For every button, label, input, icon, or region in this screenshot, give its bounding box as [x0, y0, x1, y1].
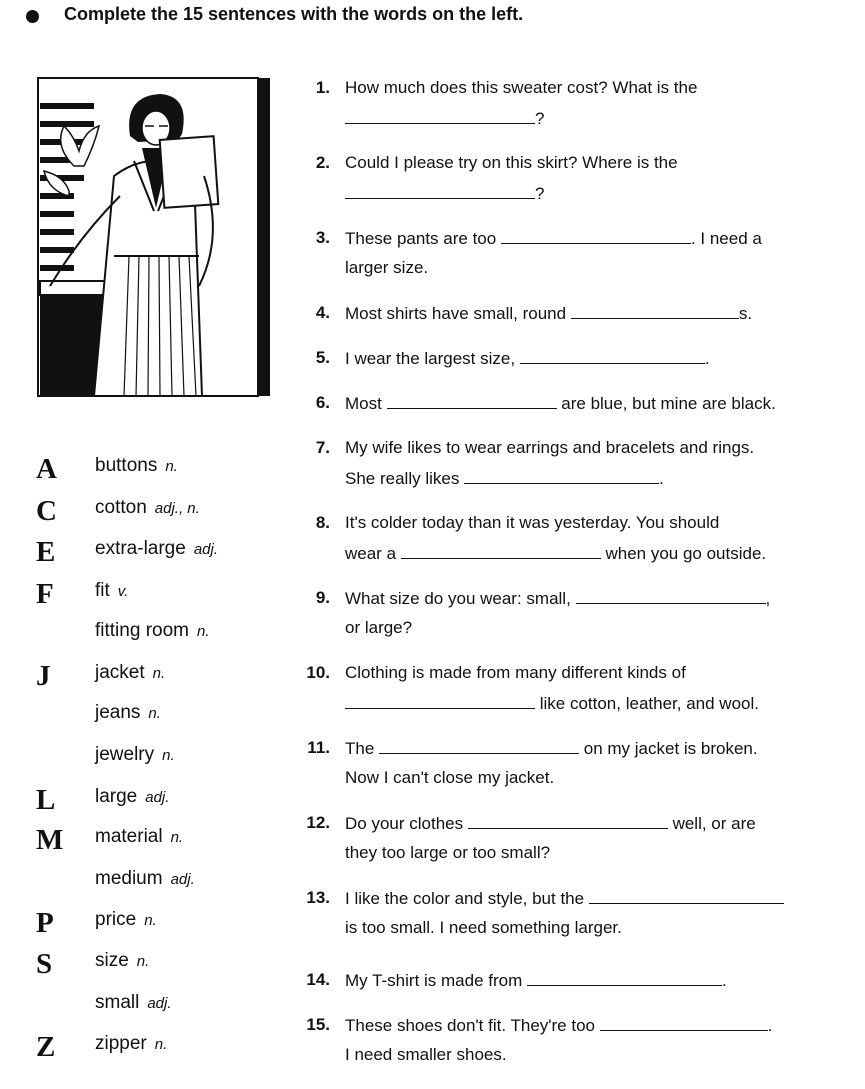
sentence-text: are blue, but mine are black.: [556, 394, 776, 413]
sentence-number: 12.: [306, 813, 330, 832]
sentence-text: or large?: [345, 618, 413, 637]
answer-blank[interactable]: [387, 393, 557, 409]
sentence-line: [345, 258, 428, 278]
sentence-text: Most shirts have small, round: [345, 304, 571, 323]
answer-blank[interactable]: [576, 588, 766, 604]
sentence-text: s.: [738, 304, 753, 323]
sentence-number: 4.: [315, 303, 330, 322]
index-letter: Z: [36, 1031, 56, 1063]
sentence-text: when you go outside.: [600, 544, 767, 563]
part-of-speech: n.: [136, 953, 150, 970]
answer-blank[interactable]: [501, 228, 691, 244]
sentence-line: [345, 468, 664, 489]
sentence-line: [345, 918, 622, 938]
sentence-line: [345, 843, 550, 863]
answer-blank[interactable]: [379, 738, 579, 754]
sentence-line: [345, 738, 758, 759]
word-text: jacket: [95, 662, 145, 683]
word-bank-item: [95, 702, 161, 724]
sentence-line: [345, 78, 697, 98]
answer-blank[interactable]: [520, 348, 705, 364]
word-bank-item: [95, 868, 195, 890]
sentence-line: [345, 663, 686, 683]
sentence-number: 15.: [306, 1015, 330, 1034]
part-of-speech: adj., n.: [154, 500, 200, 517]
answer-blank[interactable]: [589, 888, 784, 904]
sentence-text: .: [722, 971, 727, 990]
sentence-text: .: [704, 349, 710, 368]
answer-blank[interactable]: [468, 813, 668, 829]
sentence-text: wear a: [345, 544, 401, 563]
word-text: extra-large: [95, 538, 186, 559]
word-bank-item: [95, 580, 128, 602]
answer-blank[interactable]: [345, 108, 535, 124]
sentence-number: 13.: [306, 888, 330, 907]
word-bank-item: [95, 992, 172, 1014]
part-of-speech: adj.: [147, 995, 172, 1012]
word-text: buttons: [95, 455, 158, 476]
answer-blank[interactable]: [345, 183, 535, 199]
sentence-line: [345, 1015, 772, 1036]
sentence-number: 1.: [315, 78, 330, 97]
index-letter: C: [36, 495, 57, 527]
word-text: medium: [95, 868, 163, 889]
word-bank-item: [95, 744, 175, 766]
part-of-speech: n.: [148, 705, 161, 722]
sentence-line: [345, 393, 776, 414]
word-text: size: [95, 950, 129, 971]
sentence-line: [345, 438, 754, 458]
word-text: cotton: [95, 497, 147, 518]
word-text: small: [95, 992, 140, 1013]
part-of-speech: n.: [152, 665, 166, 682]
part-of-speech: n.: [170, 829, 184, 846]
sentence-line: [345, 153, 678, 173]
sentence-line: [345, 108, 544, 129]
sentence-line: [345, 588, 770, 609]
sentence-text: Could I please try on this skirt? Where is the: [345, 153, 678, 172]
word-bank-item: [95, 786, 169, 808]
sentence-text: My T-shirt is made from: [345, 971, 527, 990]
word-bank-item: [95, 909, 157, 931]
sentence-number: 9.: [315, 588, 330, 607]
word-text: zipper: [95, 1033, 147, 1054]
sentence-line: [345, 1045, 507, 1065]
part-of-speech: n.: [154, 1036, 168, 1053]
sentence-number: 7.: [315, 438, 330, 457]
index-letter: F: [36, 578, 54, 610]
sentence-text: ?: [535, 184, 545, 203]
word-text: jewelry: [95, 744, 155, 765]
sentence-text: Now I can't close my jacket.: [345, 768, 555, 787]
word-text: large: [95, 786, 138, 807]
sentence-text: What size do you wear: small,: [345, 589, 576, 608]
index-letter: M: [36, 824, 64, 856]
word-text: material: [95, 826, 163, 847]
word-bank-item: [95, 620, 210, 642]
sentence-text: larger size.: [345, 258, 429, 277]
part-of-speech: v.: [117, 583, 129, 600]
sentence-text: My wife likes to wear earrings and bracelets and rings.: [345, 438, 755, 457]
sentence-number: 11.: [307, 738, 330, 757]
sentence-line: [345, 693, 759, 714]
sentence-line: [345, 303, 752, 324]
sentence-text: I wear the largest size,: [345, 349, 520, 368]
sentence-number: 6.: [315, 393, 330, 412]
word-bank-item: [95, 662, 165, 684]
sentence-number: 2.: [315, 153, 330, 172]
word-bank-item: [95, 497, 200, 519]
sentence-text: Most: [345, 394, 387, 413]
sentence-text: ?: [535, 109, 545, 128]
sentence-line: [345, 970, 727, 991]
sentence-text: I need smaller shoes.: [345, 1045, 507, 1064]
answer-blank[interactable]: [401, 543, 601, 559]
sentence-text: they too large or too small?: [345, 843, 551, 862]
sentence-line: [345, 183, 544, 204]
word-bank-item: [95, 950, 149, 972]
part-of-speech: adj.: [193, 541, 219, 558]
answer-blank[interactable]: [345, 693, 535, 709]
word-bank-item: [95, 1033, 167, 1055]
part-of-speech: n.: [144, 912, 157, 929]
word-text: fitting room: [95, 620, 189, 641]
sentence-text: The: [345, 739, 380, 758]
word-bank-item: [95, 826, 183, 848]
sentence-line: [345, 348, 710, 369]
part-of-speech: n.: [196, 623, 210, 640]
sentence-number: 10.: [306, 663, 330, 682]
part-of-speech: adj.: [145, 789, 170, 806]
sentence-line: [345, 228, 762, 249]
sentence-line: [345, 813, 756, 834]
word-text: price: [95, 909, 137, 930]
sentence-text: I like the color and style, but the: [345, 889, 589, 908]
instruction: Complete the 15 sentences with the words on the left.: [64, 4, 524, 24]
sentence-text: These shoes don't fit. They're too: [345, 1016, 600, 1035]
index-letter: P: [36, 907, 54, 939]
sentence-text: Do your clothes: [345, 814, 468, 833]
sentence-text: These pants are too: [345, 229, 501, 248]
sentence-line: [345, 513, 719, 533]
sentence-text: ,: [765, 589, 771, 608]
word-bank-item: [95, 455, 178, 477]
answer-blank[interactable]: [527, 970, 722, 986]
answer-blank[interactable]: [464, 468, 659, 484]
woman-illustration: [34, 76, 272, 409]
sentence-line: [345, 543, 766, 564]
answer-blank[interactable]: [571, 303, 739, 319]
part-of-speech: adj.: [170, 871, 195, 888]
sentence-text: Clothing is made from many different kinds of: [345, 663, 686, 682]
index-letter: A: [36, 453, 57, 485]
bullet-icon: [26, 10, 39, 23]
part-of-speech: n.: [165, 458, 178, 475]
sentence-text: on my jacket is broken.: [579, 739, 758, 758]
index-letter: S: [36, 948, 53, 980]
word-bank-item: [95, 538, 218, 560]
sentence-number: 3.: [315, 228, 330, 247]
sentence-text: well, or are: [667, 814, 756, 833]
sentence-text: like cotton, leather, and wool.: [535, 694, 759, 713]
word-text: jeans: [95, 702, 141, 723]
sentence-text: How much does this sweater cost? What is the: [345, 78, 698, 97]
answer-blank[interactable]: [600, 1015, 768, 1031]
index-letter: E: [36, 536, 56, 568]
sentence-text: .: [659, 469, 664, 488]
word-text: fit: [95, 580, 110, 601]
index-letter: L: [36, 784, 56, 816]
sentence-text: . I need a: [690, 229, 762, 248]
sentence-text: It's colder today than it was yesterday. You should: [345, 513, 720, 532]
sentence-line: [345, 768, 554, 788]
sentence-text: .: [767, 1016, 773, 1035]
index-letter: J: [36, 660, 51, 692]
sentence-number: 5.: [315, 348, 330, 367]
sentence-line: [345, 618, 412, 638]
part-of-speech: n.: [162, 747, 175, 764]
sentence-line: [345, 888, 784, 909]
sentence-number: 8.: [315, 513, 330, 532]
sentence-text: is too small. I need something larger.: [345, 918, 622, 937]
sentence-number: 14.: [306, 970, 330, 989]
sentence-text: She really likes: [345, 469, 465, 488]
